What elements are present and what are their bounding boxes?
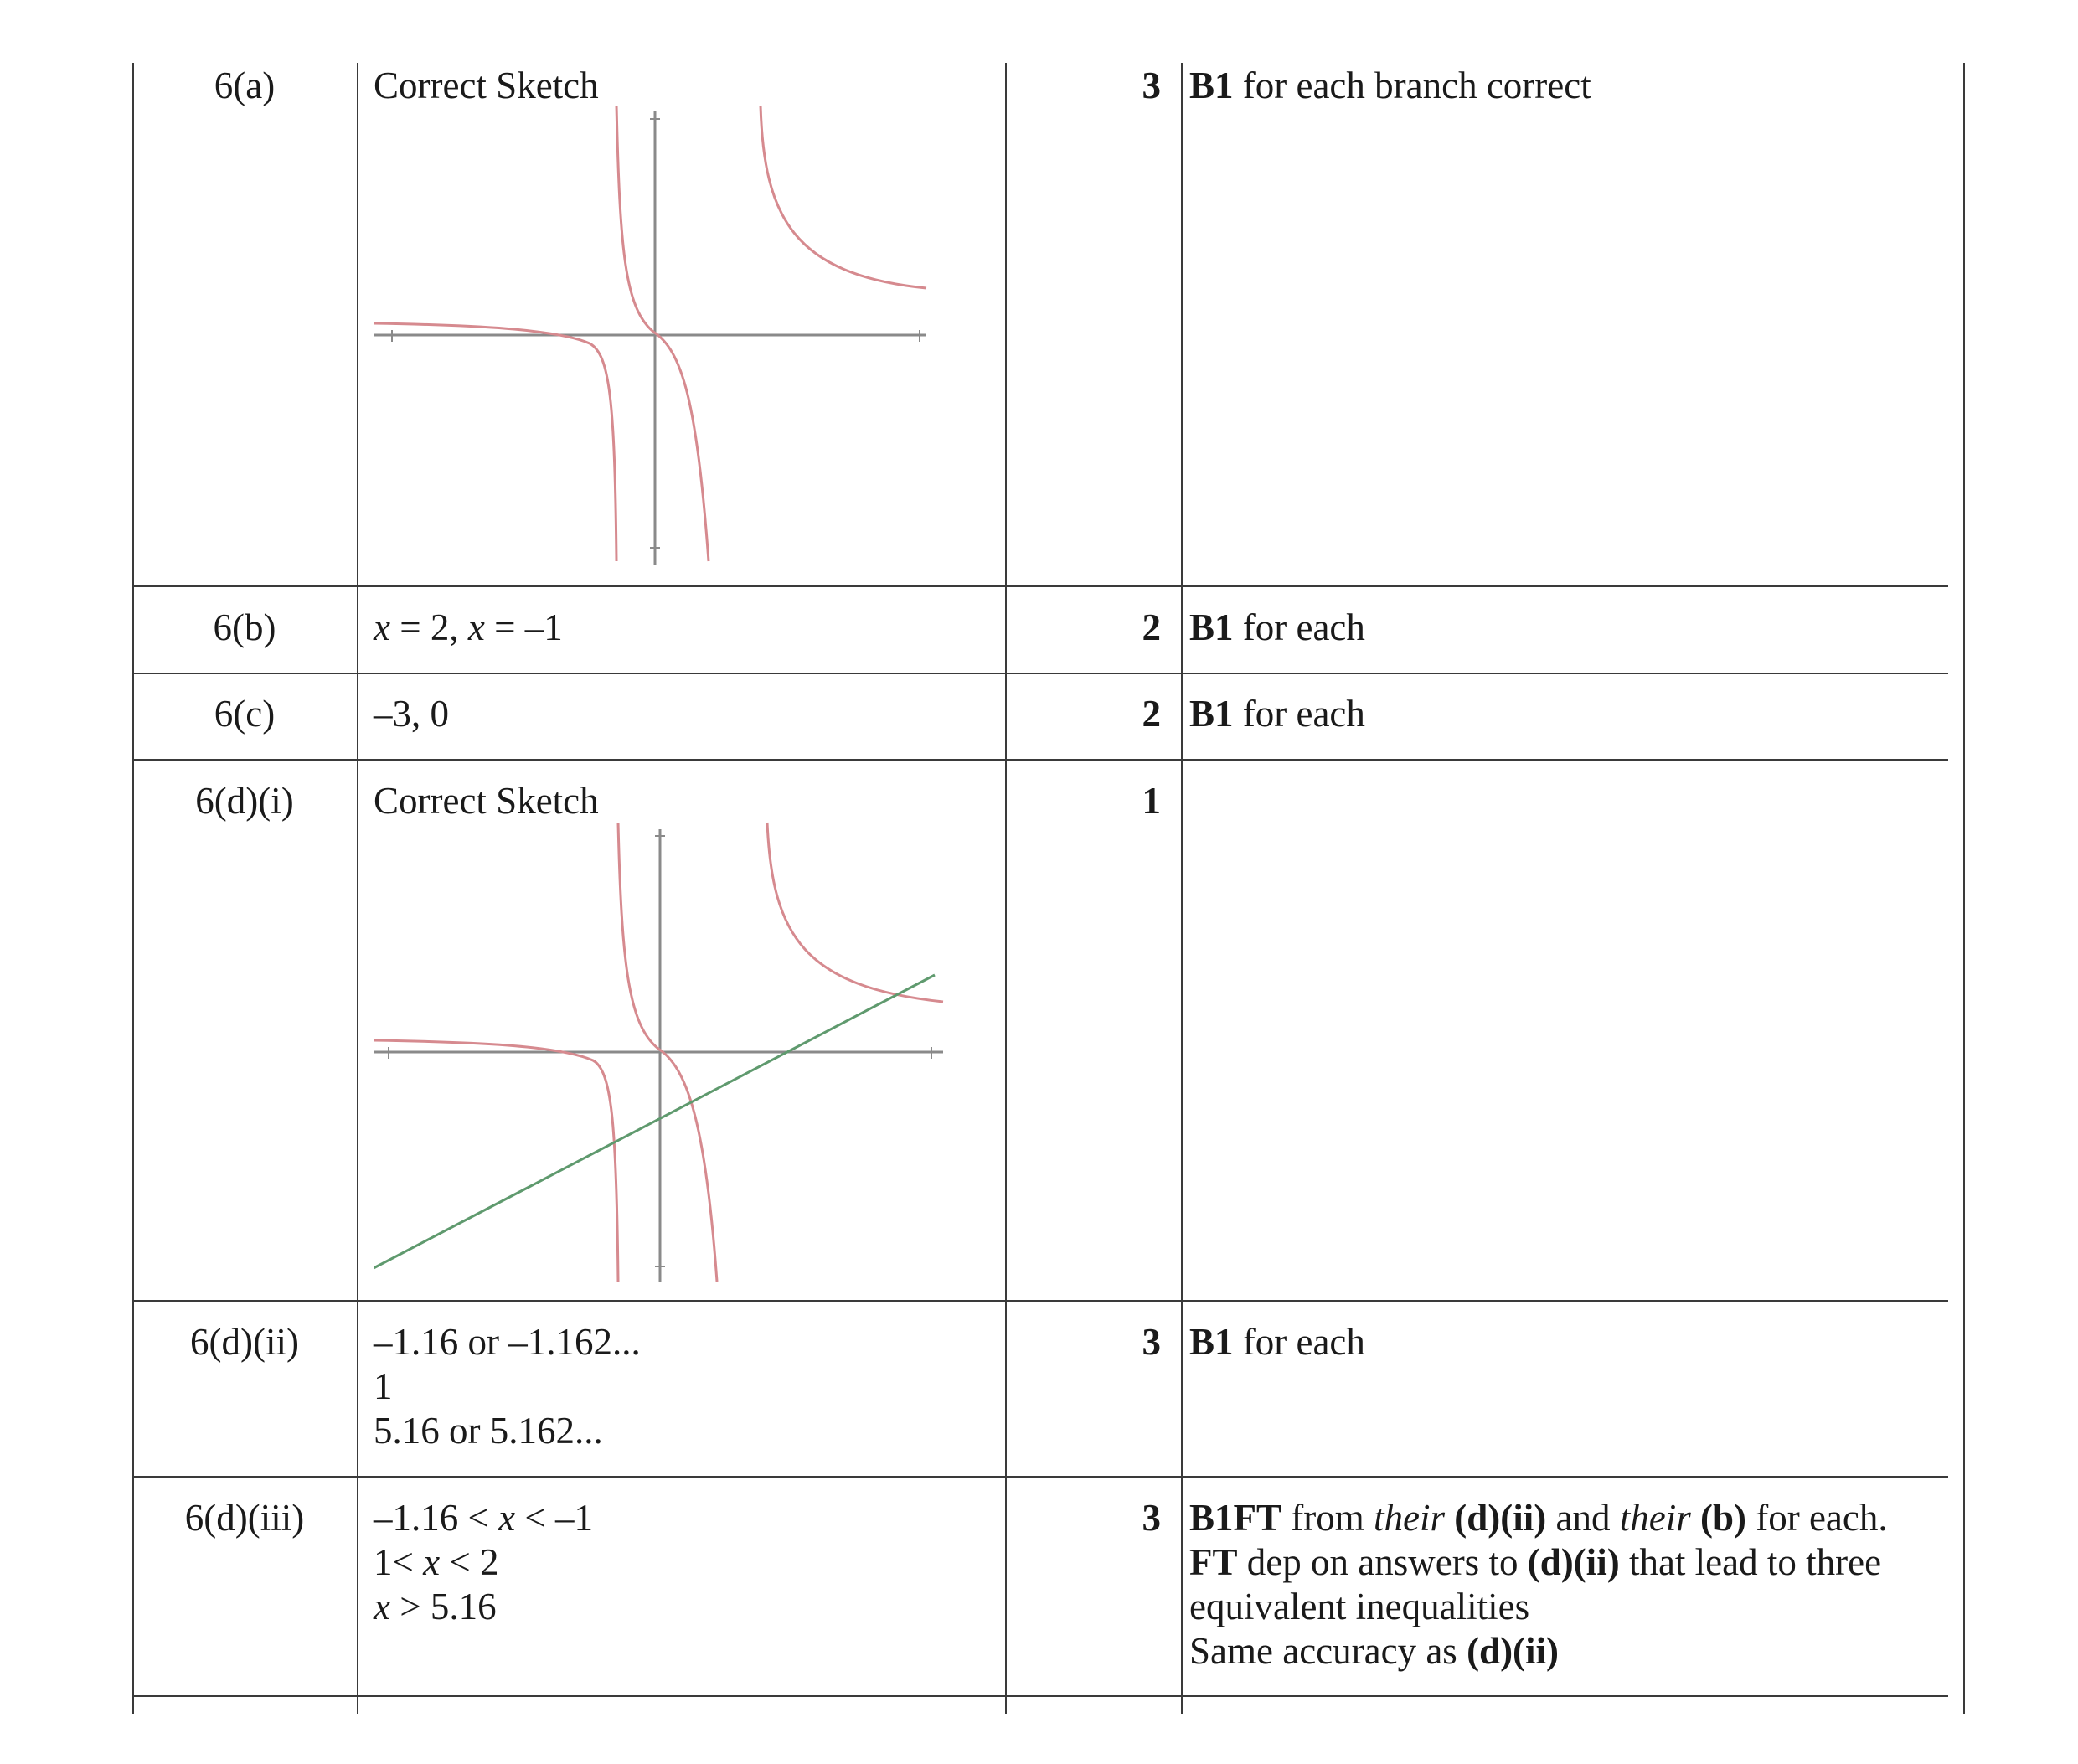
answer-line bbox=[374, 1496, 593, 1540]
question-number: 6(a) bbox=[214, 64, 276, 106]
guidance-text: equivalent inequalities bbox=[1189, 1586, 1530, 1627]
row-rule bbox=[132, 585, 1948, 587]
guidance-bold: (d)(ii) bbox=[1527, 1541, 1620, 1583]
answer-line: 1 bbox=[374, 1365, 393, 1407]
guidance-italic: their bbox=[1374, 1497, 1446, 1539]
guidance-text: dep on answers to bbox=[1237, 1541, 1528, 1583]
answer-part: < –1 bbox=[515, 1497, 594, 1539]
answer-part: 1< bbox=[374, 1541, 424, 1583]
guidance bbox=[1189, 1320, 1365, 1364]
column-rule bbox=[357, 63, 358, 1714]
guidance-text: and bbox=[1546, 1497, 1620, 1539]
guidance-text: for each bbox=[1233, 693, 1365, 735]
guidance-bold: (b) bbox=[1690, 1497, 1746, 1539]
marks: 1 bbox=[1142, 780, 1161, 822]
variable-x: x bbox=[467, 606, 485, 648]
guidance-line bbox=[1189, 1496, 1888, 1540]
guidance-text: from bbox=[1281, 1497, 1374, 1539]
guidance-bold: B1FT bbox=[1189, 1497, 1282, 1539]
curve-left-branch bbox=[374, 323, 616, 561]
answer-line bbox=[374, 1585, 497, 1629]
question-number: 6(b) bbox=[213, 606, 276, 648]
marks: 3 bbox=[1142, 1497, 1161, 1539]
guidance-bold: (d)(ii) bbox=[1467, 1630, 1560, 1672]
guidance-mark-code: B1 bbox=[1189, 1321, 1234, 1363]
curve-right-branch bbox=[761, 106, 926, 288]
guidance-text: Same accuracy as bbox=[1189, 1630, 1467, 1672]
guidance bbox=[1189, 606, 1365, 650]
variable-x: x bbox=[374, 606, 390, 648]
straight-line bbox=[374, 975, 935, 1268]
guidance-italic: their bbox=[1619, 1497, 1691, 1539]
guidance-text: that lead to three bbox=[1619, 1541, 1882, 1583]
marks: 3 bbox=[1142, 1321, 1161, 1363]
row-rule bbox=[132, 1695, 1948, 1697]
column-rule bbox=[1181, 63, 1183, 1714]
sketch-graph-6di bbox=[374, 819, 951, 1288]
answer-line: –1.16 or –1.162... bbox=[374, 1321, 641, 1363]
answer-part: > 5.16 bbox=[389, 1586, 497, 1627]
sketch-graph-6a bbox=[374, 99, 935, 568]
answer-line: 5.16 or 5.162... bbox=[374, 1410, 603, 1452]
curve-right-branch bbox=[767, 823, 943, 1002]
guidance-text: for each. bbox=[1745, 1497, 1888, 1539]
answer-part: < 2 bbox=[440, 1541, 499, 1583]
variable-x: x bbox=[374, 1586, 390, 1627]
row-rule bbox=[132, 759, 1948, 761]
column-rule bbox=[132, 63, 134, 1714]
variable-x: x bbox=[498, 1497, 516, 1539]
guidance-line bbox=[1189, 1585, 1529, 1629]
answer-part: –1.16 < bbox=[374, 1497, 499, 1539]
answer-text: Correct Sketch bbox=[374, 780, 599, 822]
guidance-mark-code: B1 bbox=[1189, 64, 1234, 106]
row-rule bbox=[132, 1300, 1948, 1302]
row-rule bbox=[132, 673, 1948, 674]
guidance-text: for each bbox=[1233, 606, 1365, 648]
guidance-bold: (d)(ii) bbox=[1445, 1497, 1547, 1539]
column-rule bbox=[1005, 63, 1007, 1714]
answer-part: = 2, bbox=[389, 606, 468, 648]
guidance-text: for each bbox=[1233, 1321, 1365, 1363]
answer-part: = –1 bbox=[484, 606, 563, 648]
marks: 2 bbox=[1142, 606, 1161, 648]
question-number: 6(d)(i) bbox=[195, 780, 294, 822]
guidance bbox=[1189, 692, 1365, 736]
variable-x: x bbox=[423, 1541, 441, 1583]
answer-text bbox=[374, 606, 563, 650]
guidance-bold: FT bbox=[1189, 1541, 1238, 1583]
answer-line bbox=[374, 1540, 499, 1585]
answer-text: –3, 0 bbox=[374, 693, 449, 735]
guidance-line bbox=[1189, 1629, 1559, 1674]
row-rule bbox=[132, 1476, 1948, 1478]
curve-middle-branch bbox=[616, 106, 709, 561]
guidance-mark-code: B1 bbox=[1189, 606, 1234, 648]
guidance-text: for each branch correct bbox=[1233, 64, 1591, 106]
column-rule bbox=[1963, 63, 1965, 1714]
answer-text: Correct Sketch bbox=[374, 64, 599, 106]
guidance-line bbox=[1189, 1540, 1881, 1585]
guidance bbox=[1189, 64, 1591, 108]
question-number: 6(d)(iii) bbox=[184, 1497, 305, 1539]
guidance-mark-code: B1 bbox=[1189, 693, 1234, 735]
marks: 2 bbox=[1142, 693, 1161, 735]
marks: 3 bbox=[1142, 64, 1161, 106]
question-number: 6(c) bbox=[214, 693, 276, 735]
question-number: 6(d)(ii) bbox=[190, 1321, 299, 1363]
